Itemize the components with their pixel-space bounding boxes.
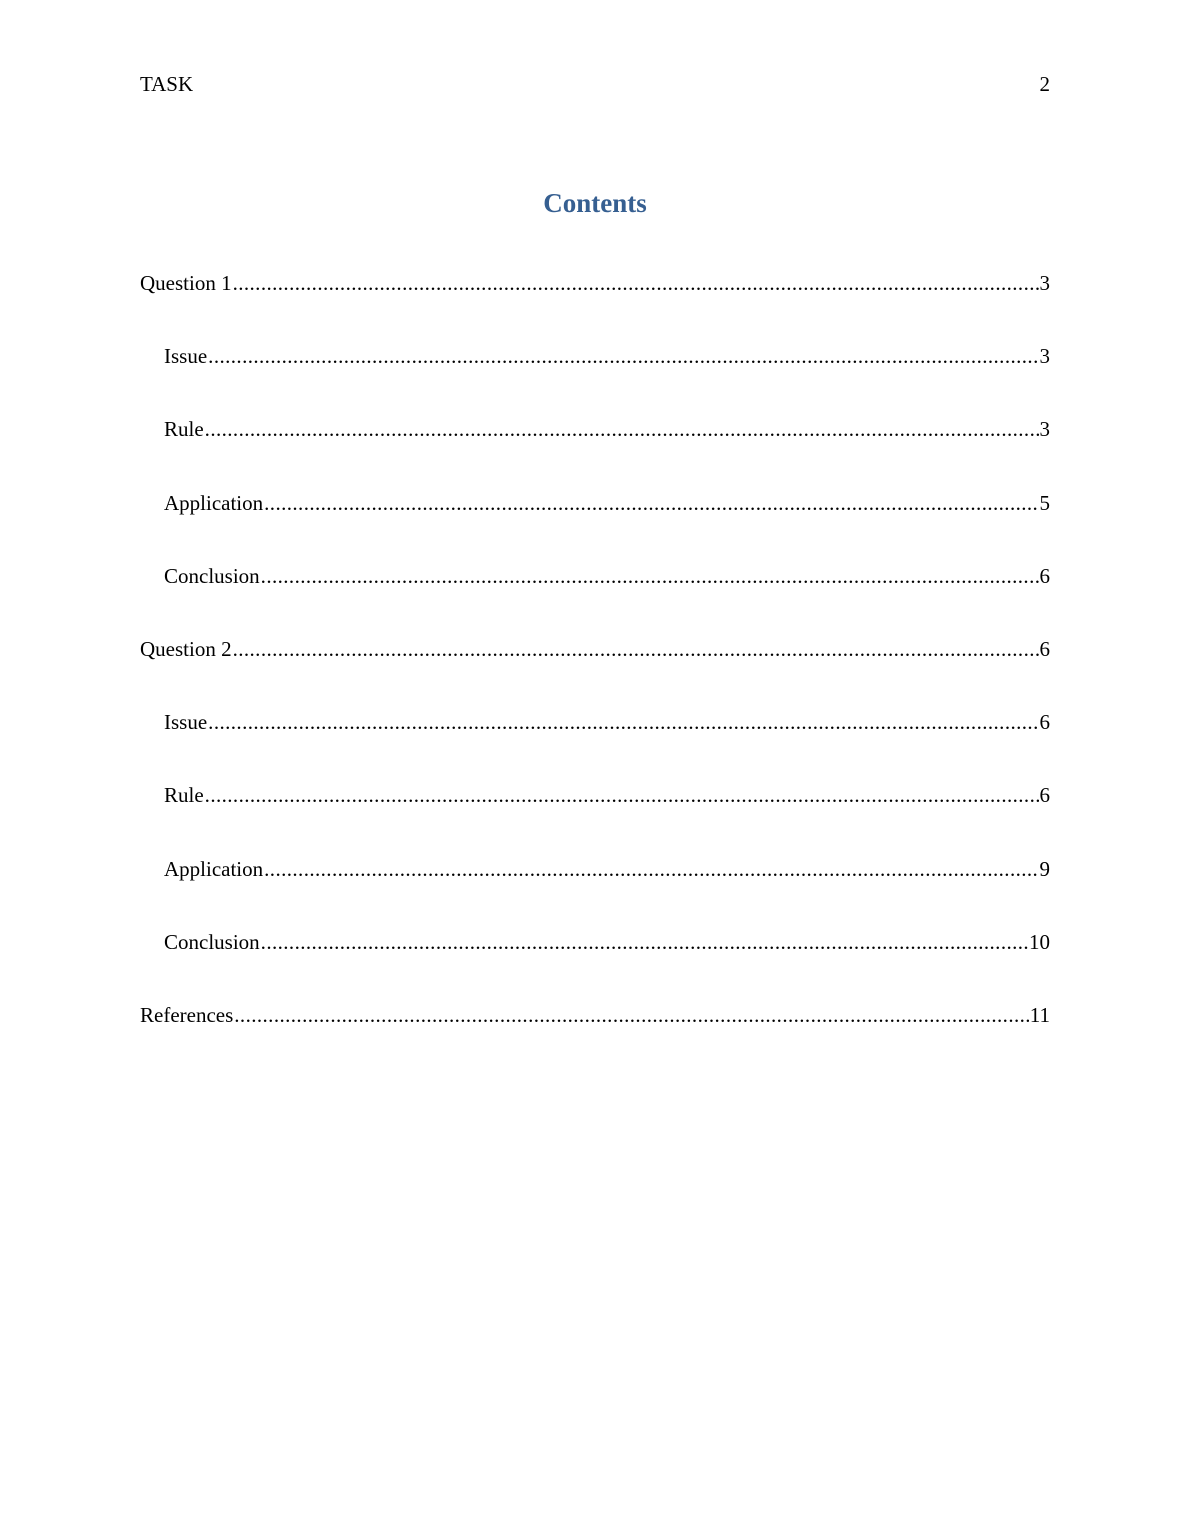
toc-entry-q1-application[interactable] — [140, 489, 1050, 562]
toc-entry-q2-application[interactable] — [140, 855, 1050, 928]
toc-title: Contents — [543, 188, 647, 218]
toc-entry-page: 5 — [1039, 490, 1050, 515]
toc-entry-q1-rule[interactable] — [140, 415, 1050, 488]
toc-entry-label: Rule — [164, 783, 204, 808]
toc-entry-page: 10 — [1029, 929, 1050, 954]
toc-entry-label: Conclusion — [164, 929, 260, 954]
toc-entry-page: 6 — [1039, 783, 1050, 808]
toc-entry-page: 6 — [1039, 563, 1050, 588]
running-head: TASK — [140, 72, 194, 96]
dot-leader — [205, 781, 1039, 809]
page-header — [140, 70, 1050, 100]
toc-entry-q1-conclusion[interactable] — [140, 562, 1050, 635]
toc-entry-question-2[interactable] — [140, 635, 1050, 708]
toc-entry-page: 3 — [1039, 271, 1050, 295]
toc-entry-label: Application — [164, 490, 264, 515]
toc-entry-q2-rule[interactable] — [140, 781, 1050, 854]
toc-entry-label: Application — [164, 856, 264, 881]
toc-entry-label: Issue — [164, 710, 208, 735]
dot-leader — [205, 415, 1039, 443]
page-number: 2 — [1039, 72, 1050, 96]
dot-leader — [234, 1001, 1028, 1029]
toc-entry-label: Question 2 — [140, 636, 232, 661]
toc-entry-q1-issue[interactable] — [140, 342, 1050, 415]
toc-entry-page: 6 — [1039, 636, 1050, 661]
dot-leader — [264, 855, 1038, 883]
toc-entry-label: Question 1 — [140, 271, 232, 295]
dot-leader — [233, 635, 1039, 663]
toc-entry-label: Rule — [164, 417, 204, 442]
dot-leader — [261, 562, 1039, 590]
toc-entry-page: 6 — [1039, 710, 1050, 735]
toc-entry-page: 3 — [1039, 417, 1050, 442]
toc-entry-page: 11 — [1029, 1002, 1050, 1027]
dot-leader — [208, 708, 1038, 736]
toc-entry-question-1[interactable] — [140, 269, 1050, 342]
dot-leader — [264, 489, 1038, 517]
toc-entry-page: 3 — [1039, 344, 1050, 369]
toc-entry-label: Conclusion — [164, 563, 260, 588]
table-of-contents — [140, 269, 1050, 1074]
toc-entry-label: Issue — [164, 344, 208, 369]
toc-entry-page: 9 — [1039, 856, 1050, 881]
toc-entry-references[interactable] — [140, 1001, 1050, 1074]
toc-entry-q2-conclusion[interactable] — [140, 928, 1050, 1001]
dot-leader — [208, 342, 1038, 370]
toc-entry-q2-issue[interactable] — [140, 708, 1050, 781]
dot-leader — [261, 928, 1028, 956]
dot-leader — [233, 269, 1039, 297]
toc-entry-label: References — [140, 1002, 234, 1027]
